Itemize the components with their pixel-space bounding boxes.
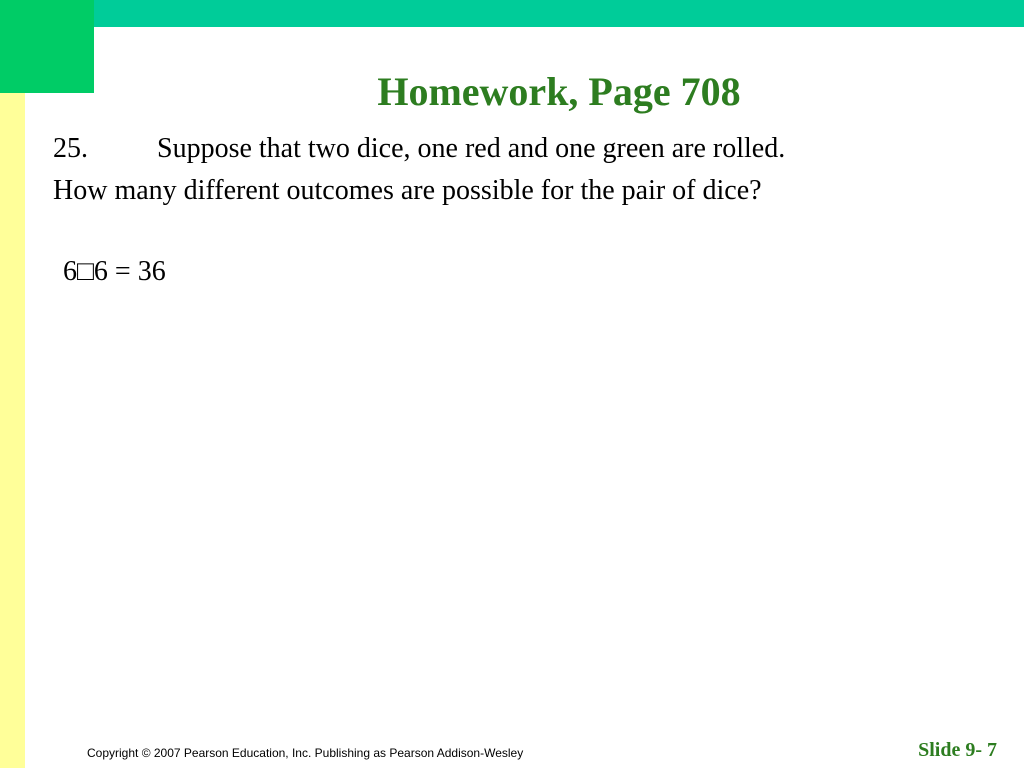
copyright-notice: Copyright © 2007 Pearson Education, Inc. Publishing as Pearson Addison-Wesley (87, 746, 524, 760)
problem-number: 25. (53, 133, 88, 164)
answer-equation: 6□6 = 36 (63, 256, 166, 287)
corner-accent-block (0, 0, 94, 93)
problem-question-start: Suppose that two dice, one red and one green are rolled. (157, 133, 786, 164)
problem-line-2: How many different outcomes are possible for the pair of dice? (53, 175, 762, 206)
slide-title: Homework, Page 708 (377, 69, 741, 114)
problem-text (53, 128, 983, 212)
problem-line-1 (53, 128, 983, 170)
left-accent-bar (0, 93, 25, 768)
top-accent-bar (0, 0, 1024, 27)
slide-number: Slide 9- 7 (918, 739, 997, 761)
